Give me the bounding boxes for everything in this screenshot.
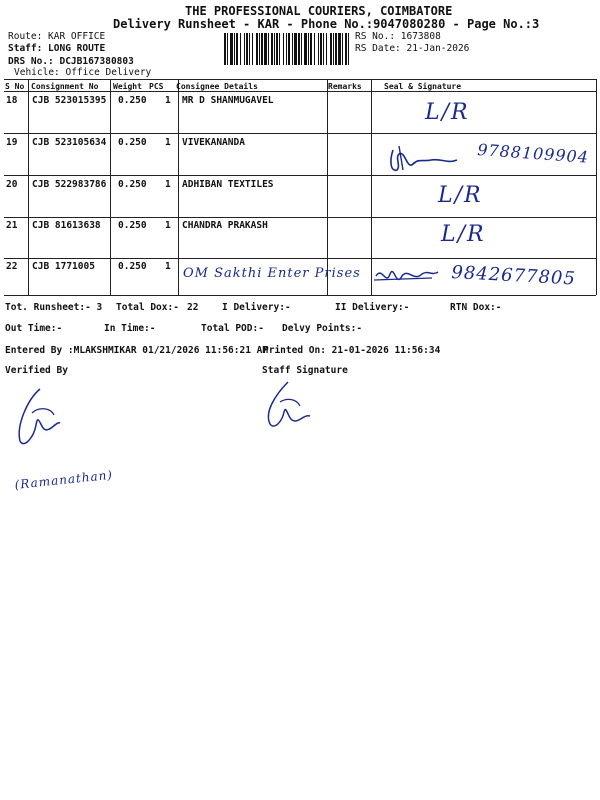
row-weight: 0.250	[118, 220, 147, 231]
barcode-icon	[224, 33, 350, 65]
tot-runsheet: Tot. Runsheet:- 3	[5, 302, 103, 313]
delvy-points: Delvy Points:-	[282, 323, 363, 334]
row-weight: 0.250	[118, 179, 147, 190]
row-pcs: 1	[165, 137, 171, 148]
row-pcs: 1	[165, 179, 171, 190]
entered-by: Entered By :MLAKSHMIKAR 01/21/2026 11:56:21 AM	[5, 345, 269, 356]
total-dox-value: 22	[187, 302, 199, 313]
receiver-signature-icon	[372, 262, 442, 292]
row-handwritten-phone: 9842677805	[450, 262, 577, 290]
in-time: In Time:-	[104, 323, 156, 334]
staff-signature-label: Staff Signature	[262, 365, 348, 376]
row-sno: 18	[6, 95, 18, 106]
table-top-border	[4, 79, 596, 80]
ii-delivery: II Delivery:-	[335, 302, 410, 313]
rs-date: RS Date: 21-Jan-2026	[355, 43, 470, 54]
row-handwritten-consignee: OM Sakthi Enter Prises	[183, 266, 361, 281]
route-label: Route: KAR OFFICE	[8, 31, 106, 42]
row-consignee: CHANDRA PRAKASH	[182, 220, 268, 231]
i-delivery: I Delivery:-	[222, 302, 291, 313]
runsheet-title: Delivery Runsheet - KAR - Phone No.:9047080280 - Page No.:3	[113, 17, 540, 31]
staff-signature-icon	[262, 380, 317, 435]
row-weight: 0.250	[118, 137, 147, 148]
row-weight: 0.250	[118, 95, 147, 106]
col-header-weight: Weight	[113, 82, 142, 91]
handwritten-name: (Ramanathan)	[14, 467, 114, 492]
row-weight: 0.250	[118, 261, 147, 272]
row-consignment: CJB 81613638	[32, 220, 101, 231]
col-header-remarks: Remarks	[328, 82, 362, 91]
row-handwritten-note: L/R	[441, 222, 486, 247]
row-handwritten-note: L/R	[438, 183, 483, 208]
row-consignee: VIVEKANANDA	[182, 137, 245, 148]
verified-by-label: Verified By	[5, 365, 68, 376]
staff-label: Staff: LONG ROUTE	[8, 43, 106, 54]
row-pcs: 1	[165, 95, 171, 106]
row-divider	[4, 217, 596, 218]
row-pcs: 1	[165, 261, 171, 272]
printed-on: Printed On: 21-01-2026 11:56:34	[263, 345, 441, 356]
row-consignee: ADHIBAN TEXTILES	[182, 179, 274, 190]
row-consignment: CJB 1771005	[32, 261, 95, 272]
table-header-border	[4, 91, 596, 92]
col-header-consignee: Consignee Details	[176, 82, 258, 91]
row-consignment: CJB 522983786	[32, 179, 107, 190]
col-header-sno: S No	[5, 82, 25, 91]
row-sno: 20	[6, 179, 18, 190]
column-divider	[178, 79, 179, 295]
row-divider	[4, 133, 596, 134]
column-divider	[327, 79, 328, 295]
receiver-signature-icon	[385, 140, 485, 180]
verifier-signature-icon	[10, 385, 70, 450]
total-pod: Total POD:-	[201, 323, 264, 334]
row-consignment: CJB 523105634	[32, 137, 107, 148]
col-header-seal: Seal & Signature	[384, 82, 462, 91]
rtn-dox: RTN Dox:-	[450, 302, 502, 313]
row-sno: 22	[6, 261, 18, 272]
table-bottom-border	[4, 295, 596, 296]
drs-number: DRS No.: DCJB167380803	[8, 56, 134, 67]
row-pcs: 1	[165, 220, 171, 231]
row-handwritten-note: L/R	[425, 100, 470, 125]
row-sno: 21	[6, 220, 18, 231]
vehicle-label: Vehicle: Office Delivery	[14, 67, 152, 78]
column-divider	[28, 79, 29, 295]
out-time: Out Time:-	[5, 323, 63, 334]
rs-number: RS No.: 1673808	[355, 31, 441, 42]
column-divider	[110, 79, 111, 295]
col-header-pcs: PCS	[149, 82, 164, 91]
row-consignee: MR D SHANMUGAVEL	[182, 95, 274, 106]
row-handwritten-phone: 9788109904	[476, 140, 590, 167]
column-divider	[596, 79, 597, 295]
col-header-consignment: Consignment No	[31, 82, 99, 91]
company-name: THE PROFESSIONAL COURIERS, COIMBATORE	[185, 4, 453, 18]
row-divider	[4, 175, 596, 176]
row-sno: 19	[6, 137, 18, 148]
row-divider	[4, 258, 596, 259]
row-consignment: CJB 523015395	[32, 95, 107, 106]
total-dox-label: Total Dox:-	[116, 302, 179, 313]
